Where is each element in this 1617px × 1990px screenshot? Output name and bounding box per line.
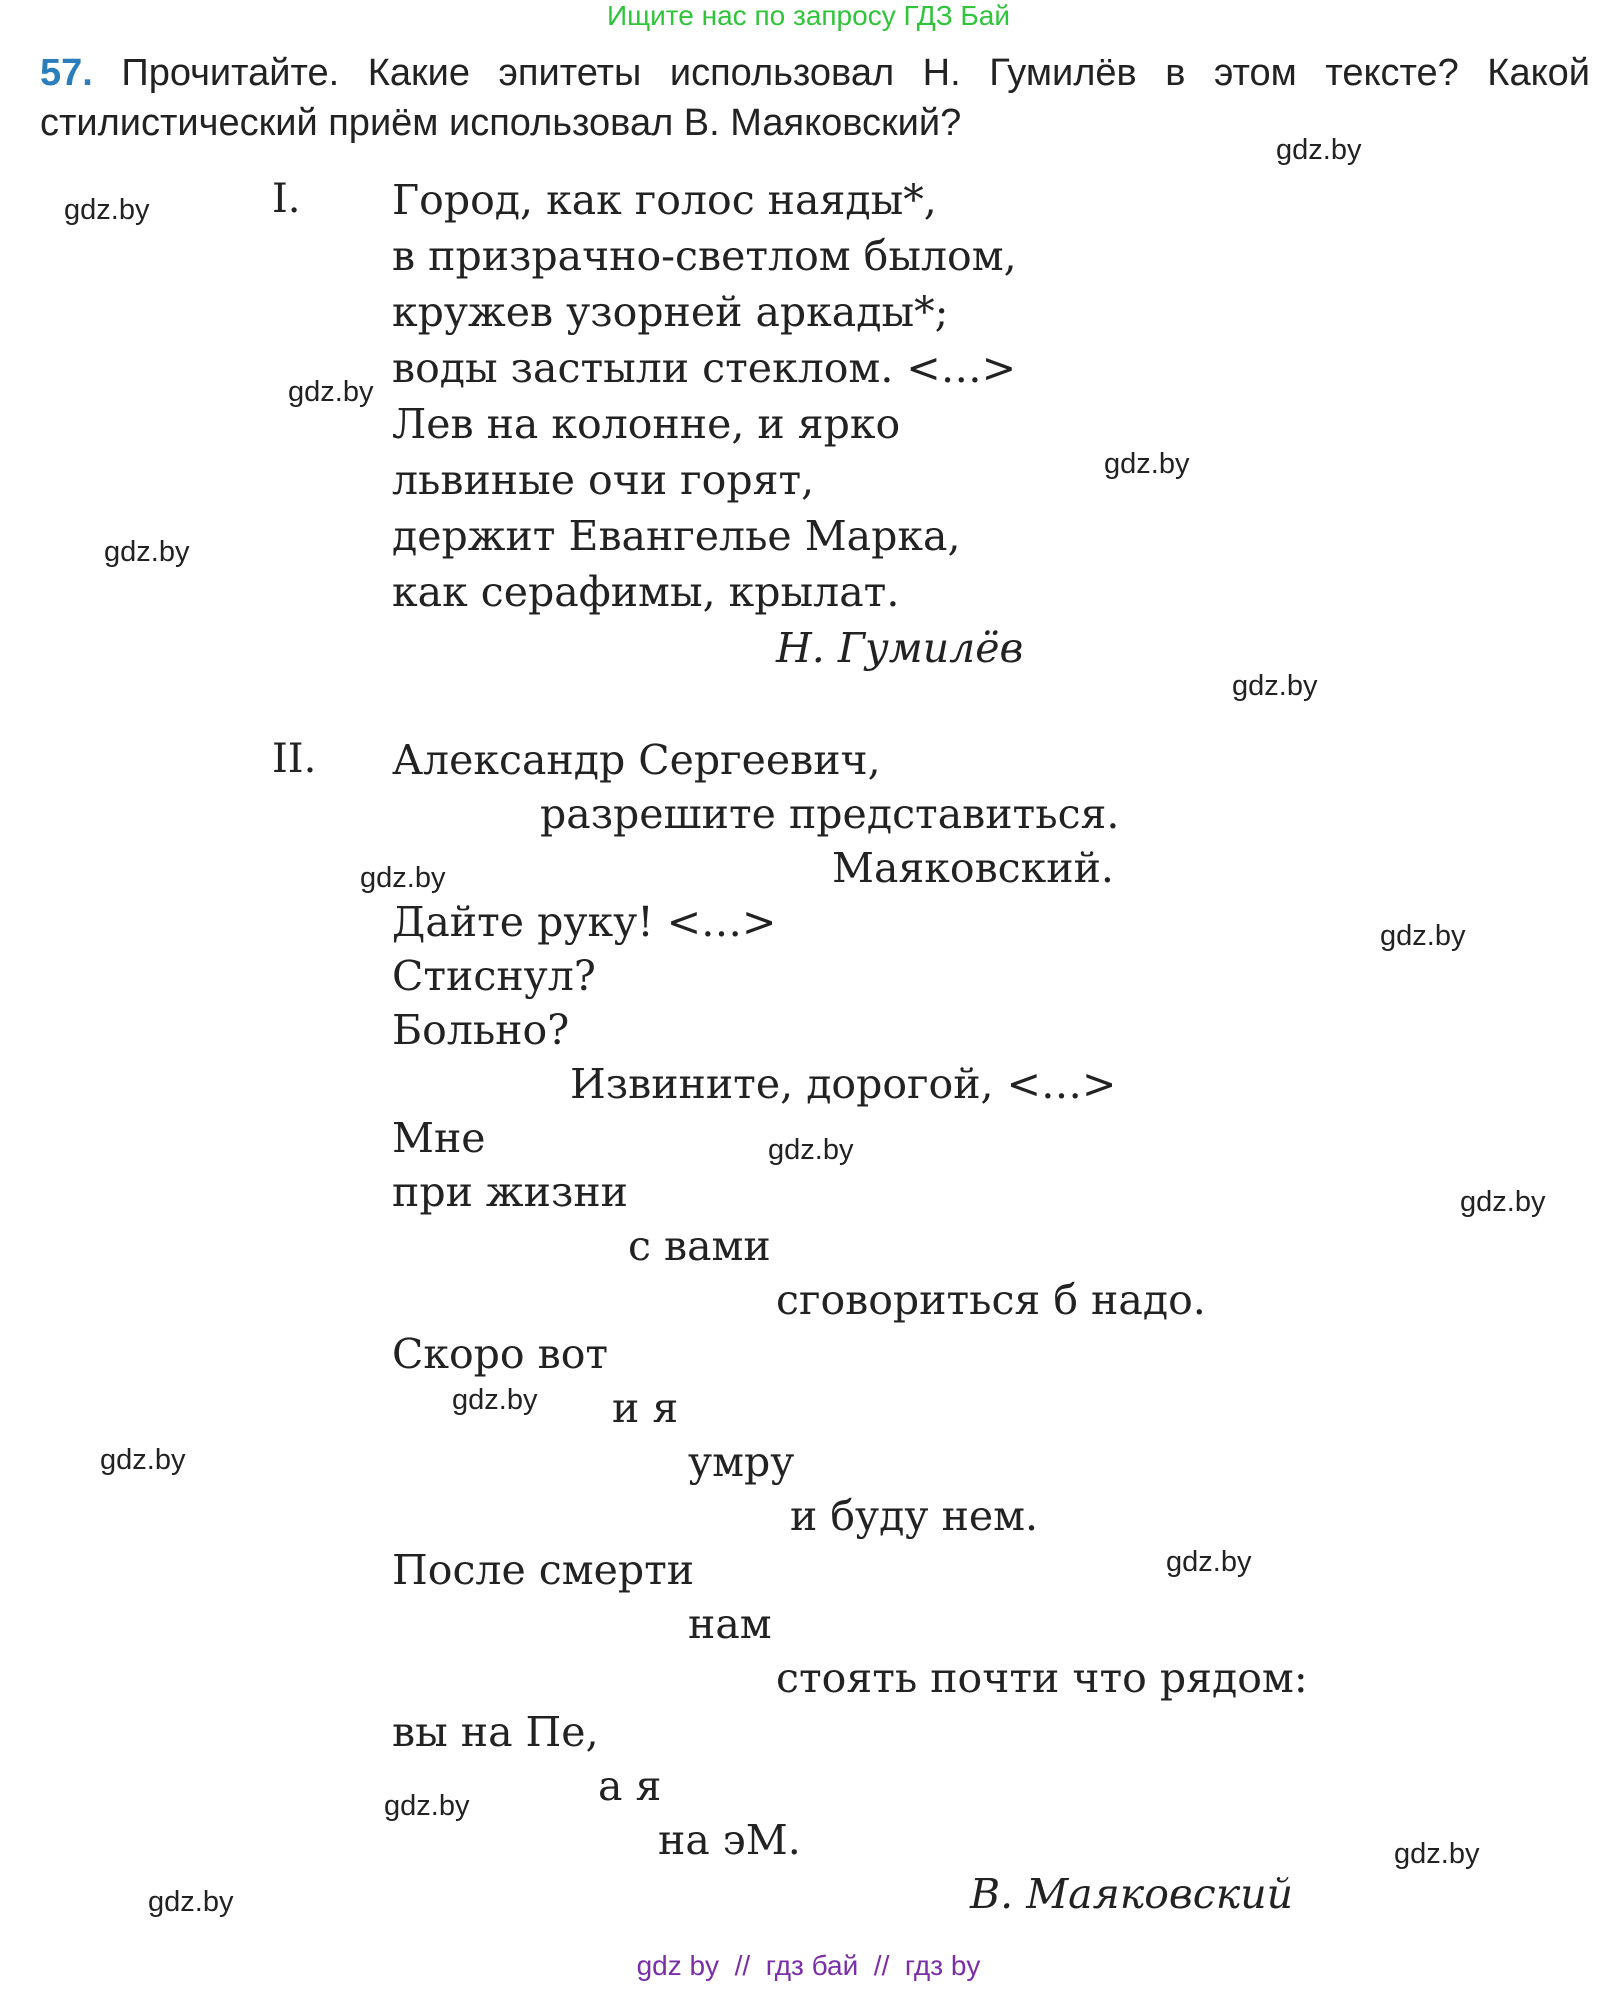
poem2-line: Больно? xyxy=(392,1006,570,1054)
task-question: Прочитайте. Какие эпитеты использовал Н. Гумилёв в этом тексте? Какой стилистический приём использовал В. Маяковский? xyxy=(40,52,1590,144)
task-number: 57. xyxy=(40,52,93,94)
footer-links: gdz by // гдз бай // гдз by xyxy=(636,1950,981,1981)
poem1-line: воды застыли стеклом. <…> xyxy=(392,344,1017,392)
watermark-text: gdz.by xyxy=(1460,1186,1546,1218)
watermark-text: gdz.by xyxy=(1232,670,1318,702)
poem2-line: стоять почти что рядом: xyxy=(776,1654,1308,1702)
poem2-line: а я xyxy=(598,1762,662,1810)
poem2-author: В. Маяковский xyxy=(970,1870,1294,1918)
poem2-line: на эМ. xyxy=(658,1816,801,1864)
poem2-line: при жизни xyxy=(392,1168,628,1216)
watermark-text: gdz.by xyxy=(768,1134,854,1166)
poem2-line: Извините, дорогой, <…> xyxy=(570,1060,1117,1108)
watermark-text: gdz.by xyxy=(100,1444,186,1476)
poem2-line: После смерти xyxy=(392,1546,695,1594)
poem2-line: Стиснул? xyxy=(392,952,596,1000)
watermark-text: gdz.by xyxy=(384,1790,470,1822)
poem1-author: Н. Гумилёв xyxy=(776,624,1024,672)
poem1-line: кружев узорней аркады*; xyxy=(392,288,949,336)
poem2-line: Мне xyxy=(392,1114,486,1162)
watermark-text: gdz.by xyxy=(452,1384,538,1416)
watermark-text: gdz.by xyxy=(1394,1838,1480,1870)
poem2-line: и буду нем. xyxy=(790,1492,1039,1540)
watermark-text: gdz.by xyxy=(360,862,446,894)
poem2-line: с вами xyxy=(628,1222,771,1270)
poem2-line: умру xyxy=(688,1438,795,1486)
watermark-text: gdz.by xyxy=(288,376,374,408)
poem1-line: львиные очи горят, xyxy=(392,456,815,504)
watermark-text: gdz.by xyxy=(1276,134,1362,166)
poem2-line: вы на Пе, xyxy=(392,1708,599,1756)
poem2-line: и я xyxy=(612,1384,679,1432)
poem2-line: Дайте руку! <…> xyxy=(392,898,777,946)
poem1-line: как серафимы, крылат. xyxy=(392,568,900,616)
watermark-text: gdz.by xyxy=(1166,1546,1252,1578)
search-banner: Ищите нас по запросу ГДЗ Бай xyxy=(606,0,1011,31)
poem2-line: разрешите представиться. xyxy=(540,790,1120,838)
poem2-line: Александр Сергеевич, xyxy=(392,736,881,784)
poem1-line: Город, как голос наяды*, xyxy=(392,176,937,224)
watermark-text: gdz.by xyxy=(104,536,190,568)
watermark-text: gdz.by xyxy=(1104,448,1190,480)
poem2-line: нам xyxy=(688,1600,772,1648)
poem1-numeral: I. xyxy=(272,176,301,222)
poem2-line: Скоро вот xyxy=(392,1330,609,1378)
poem1-line: держит Евангелье Марка, xyxy=(392,512,961,560)
poem1-line: Лев на колонне, и ярко xyxy=(392,400,901,448)
poem2-line: Маяковский. xyxy=(832,844,1114,892)
poem2-numeral: II. xyxy=(272,736,317,782)
poem1-line: в призрачно-светлом былом, xyxy=(392,232,1017,280)
watermark-text: gdz.by xyxy=(64,194,150,226)
task-text xyxy=(40,48,1590,148)
watermark-text: gdz.by xyxy=(148,1886,234,1918)
watermark-text: gdz.by xyxy=(1380,920,1466,952)
poem2-line: сговориться б надо. xyxy=(776,1276,1206,1324)
